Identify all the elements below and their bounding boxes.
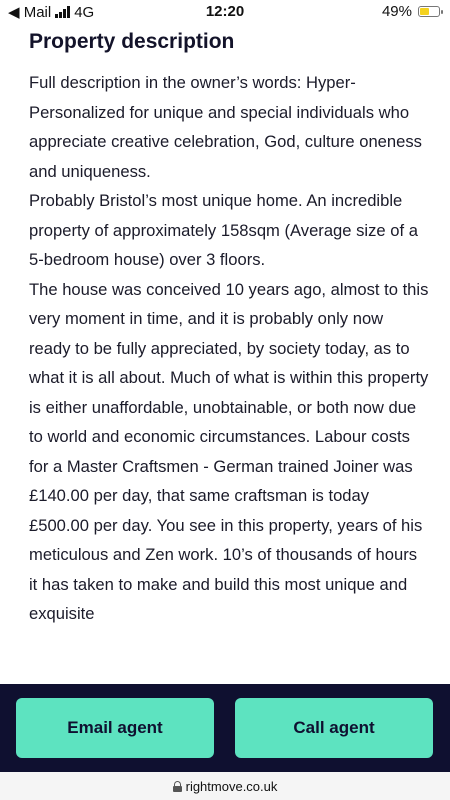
network-type: 4G bbox=[74, 3, 95, 21]
status-bar bbox=[0, 0, 450, 24]
description-paragraph: The house was conceived 10 years ago, almost to this very moment in time, and it is probably only now ready to be fully appreciated, by society today, as to what it is all about. Much of what is within this property is either unaffordable, unobtainable, or both now due to world and economic circumstances. Labour costs for a Master Craftsmen - German trained Joiner was £140.00 per day, that same craftsman is today £500.00 per day. You see in this property, years of his meticulous and Zen work. 10’s of thousands of hours it has taken to make and build this most unique and exquisite bbox=[29, 279, 429, 623]
browser-url-bar[interactable] bbox=[0, 772, 450, 800]
battery-level bbox=[420, 8, 429, 15]
description-paragraph: Full description in the owner’s words: Hyper-Personalized for unique and special individuals who appreciate creative celebration, God, culture oneness and uniqueness. bbox=[29, 73, 422, 181]
description-text bbox=[29, 68, 429, 629]
property-description-section bbox=[29, 28, 429, 629]
battery-icon bbox=[418, 6, 440, 17]
clock: 12:20 bbox=[205, 3, 245, 20]
url-text: rightmove.co.uk bbox=[185, 778, 278, 794]
lock-icon bbox=[173, 781, 182, 792]
section-title: Property description bbox=[29, 30, 235, 53]
contact-action-bar bbox=[0, 684, 450, 772]
email-agent-button[interactable]: Email agent bbox=[16, 698, 214, 758]
description-paragraph: Probably Bristol’s most unique home. An incredible property of approximately 158sqm (Average size of a 5-bedroom house) over 3 floors. bbox=[29, 191, 418, 269]
battery-percent: 49% bbox=[381, 3, 412, 20]
back-app-label[interactable]: ◀ Mail bbox=[8, 4, 52, 21]
call-agent-button[interactable]: Call agent bbox=[235, 698, 433, 758]
